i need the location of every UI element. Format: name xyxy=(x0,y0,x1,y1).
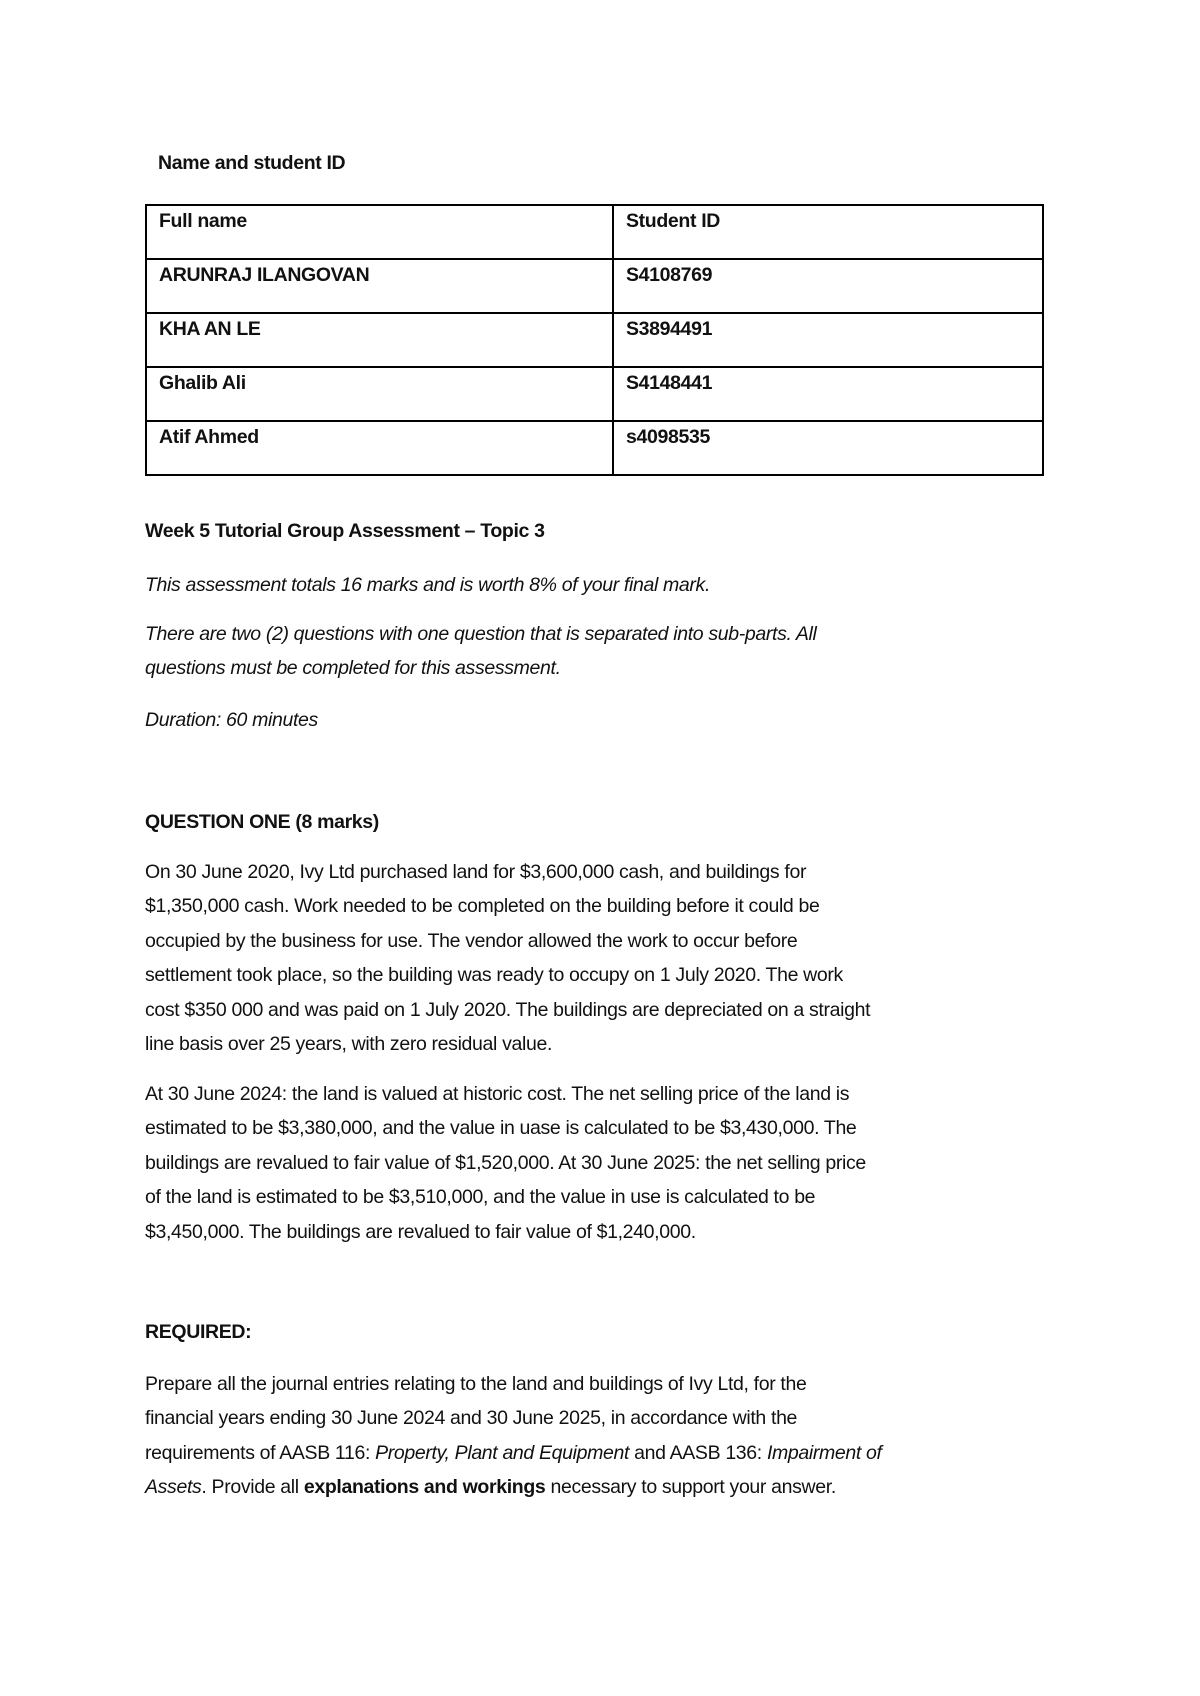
text-line xyxy=(145,1436,882,1470)
table-header-row xyxy=(146,205,1043,259)
text-line: financial years ending 30 June 2024 and 30 June 2025, in accordance with the xyxy=(145,1407,798,1430)
text-run: necessary to support your answer. xyxy=(545,1476,836,1499)
table-row xyxy=(146,259,1043,313)
table-row xyxy=(146,421,1043,475)
text-run: and AASB 136: xyxy=(629,1441,767,1464)
table-row xyxy=(146,313,1043,367)
question-one-paragraph-1 xyxy=(145,855,870,1061)
text-line: occupied by the business for use. The vendor allowed the work to occur before xyxy=(145,929,798,952)
full-name-cell: Atif Ahmed xyxy=(146,421,613,475)
text-line: $3,450,000. The buildings are revalued to fair value of $1,240,000. xyxy=(145,1220,696,1243)
question-one-title: QUESTION ONE (8 marks) xyxy=(145,811,379,833)
column-header: Student ID xyxy=(613,205,1043,259)
student-id-cell: S3894491 xyxy=(613,313,1043,367)
text-line: Prepare all the journal entries relating to the land and buildings of Ivy Ltd, for the xyxy=(145,1373,807,1395)
question-one-paragraph-2 xyxy=(145,1077,866,1249)
duration: Duration: 60 minutes xyxy=(145,709,318,731)
assessment-totals: This assessment totals 16 marks and is worth 8% of your final mark. xyxy=(145,574,711,596)
standard-title: Impairment of xyxy=(766,1441,882,1464)
section-title: Name and student ID xyxy=(158,152,346,174)
text-run: . Provide all xyxy=(201,1476,304,1499)
text-line: On 30 June 2020, Ivy Ltd purchased land for $3,600,000 cash, and buildings for xyxy=(145,861,807,883)
full-name-cell: Ghalib Ali xyxy=(146,367,613,421)
text-line: buildings are revalued to fair value of $1,520,000. At 30 June 2025: the net selling price xyxy=(145,1151,866,1174)
full-name-cell: ARUNRAJ ILANGOVAN xyxy=(146,259,613,313)
text-line: At 30 June 2024: the land is valued at historic cost. The net selling price of the land is xyxy=(145,1083,850,1105)
required-title: REQUIRED: xyxy=(145,1321,252,1343)
text-line xyxy=(145,1470,882,1504)
emphasis: explanations and workings xyxy=(303,1476,546,1499)
student-id-cell: S4108769 xyxy=(613,259,1043,313)
full-name-cell: KHA AN LE xyxy=(146,313,613,367)
text-line: of the land is estimated to be $3,510,000, and the value in use is calculated to be xyxy=(145,1186,816,1209)
table-row xyxy=(146,367,1043,421)
standard-title: Assets xyxy=(145,1476,202,1499)
student-id-cell: S4148441 xyxy=(613,367,1043,421)
student-table xyxy=(145,204,1044,476)
required-paragraph xyxy=(145,1367,882,1505)
text-run: requirements of AASB 116: xyxy=(145,1441,376,1464)
standard-title: Property, Plant and Equipment xyxy=(375,1441,630,1464)
text-line: estimated to be $3,380,000, and the value in uase is calculated to be $3,430,000. The xyxy=(145,1117,857,1140)
column-header: Full name xyxy=(146,205,613,259)
assessment-title: Week 5 Tutorial Group Assessment – Topic 3 xyxy=(145,520,545,542)
text-line: line basis over 25 years, with zero residual value. xyxy=(145,1032,553,1055)
text-line: cost $350 000 and was paid on 1 July 2020. The buildings are depreciated on a straight xyxy=(145,998,871,1021)
text-line: questions must be completed for this assessment. xyxy=(145,657,561,680)
assessment-questions-text xyxy=(145,617,817,686)
text-line: $1,350,000 cash. Work needed to be completed on the building before it could be xyxy=(145,895,820,918)
text-line: settlement took place, so the building was ready to occupy on 1 July 2020. The work xyxy=(145,964,843,987)
student-id-cell: s4098535 xyxy=(613,421,1043,475)
text-line: There are two (2) questions with one question that is separated into sub-parts. All xyxy=(145,623,817,645)
